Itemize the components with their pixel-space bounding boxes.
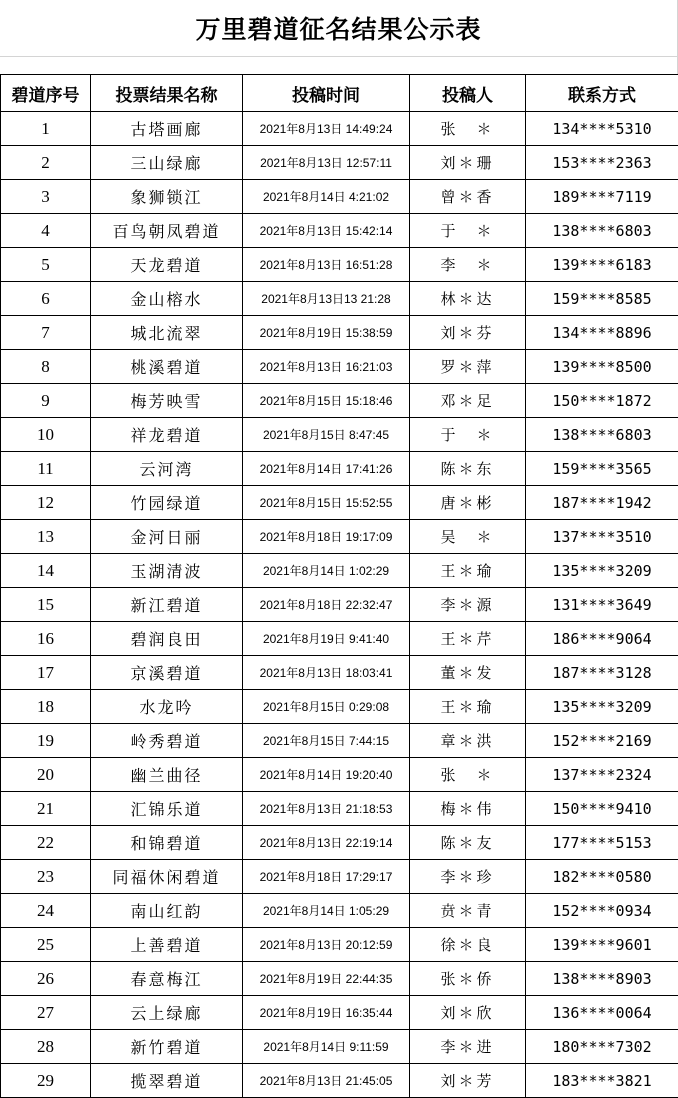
- cell-time: 2021年8月18日 22:32:47: [243, 588, 410, 622]
- cell-person: 张 ＊: [410, 112, 526, 146]
- cell-person: 张 ＊: [410, 758, 526, 792]
- cell-name: 竹园绿道: [91, 486, 243, 520]
- page-title: 万里碧道征名结果公示表: [195, 10, 481, 46]
- cell-contact: 134****8896: [526, 316, 678, 350]
- cell-time: 2021年8月13日 18:03:41: [243, 656, 410, 690]
- cell-time: 2021年8月18日 19:17:09: [243, 520, 410, 554]
- cell-sequence: 6: [1, 282, 91, 316]
- cell-person: 刘＊珊: [410, 146, 526, 180]
- cell-person: 刘＊欣: [410, 996, 526, 1030]
- table-row: [1, 554, 678, 588]
- cell-sequence: 3: [1, 180, 91, 214]
- table-row: [1, 520, 678, 554]
- cell-contact: 134****5310: [526, 112, 678, 146]
- cell-time: 2021年8月15日 15:52:55: [243, 486, 410, 520]
- table-body: [1, 112, 678, 1098]
- cell-contact: 159****8585: [526, 282, 678, 316]
- table-row: [1, 1064, 678, 1098]
- cell-sequence: 4: [1, 214, 91, 248]
- cell-name: 新竹碧道: [91, 1030, 243, 1064]
- cell-name: 岭秀碧道: [91, 724, 243, 758]
- cell-name: 金山榕水: [91, 282, 243, 316]
- cell-person: 林＊达: [410, 282, 526, 316]
- cell-sequence: 12: [1, 486, 91, 520]
- title-bar: [0, 0, 678, 57]
- cell-name: 上善碧道: [91, 928, 243, 962]
- cell-contact: 159****3565: [526, 452, 678, 486]
- cell-time: 2021年8月13日 14:49:24: [243, 112, 410, 146]
- cell-time: 2021年8月14日 1:02:29: [243, 554, 410, 588]
- cell-name: 同福休闲碧道: [91, 860, 243, 894]
- cell-contact: 187****1942: [526, 486, 678, 520]
- cell-time: 2021年8月14日 4:21:02: [243, 180, 410, 214]
- cell-sequence: 2: [1, 146, 91, 180]
- cell-sequence: 16: [1, 622, 91, 656]
- cell-person: 王＊瑜: [410, 690, 526, 724]
- table-row: [1, 758, 678, 792]
- cell-contact: 137****2324: [526, 758, 678, 792]
- cell-contact: 186****9064: [526, 622, 678, 656]
- table-row: [1, 690, 678, 724]
- cell-contact: 150****9410: [526, 792, 678, 826]
- cell-name: 三山绿廊: [91, 146, 243, 180]
- cell-contact: 135****3209: [526, 690, 678, 724]
- cell-sequence: 8: [1, 350, 91, 384]
- cell-person: 张＊侨: [410, 962, 526, 996]
- cell-person: 梅＊伟: [410, 792, 526, 826]
- cell-name: 百鸟朝凤碧道: [91, 214, 243, 248]
- cell-contact: 183****3821: [526, 1064, 678, 1098]
- cell-person: 于 ＊: [410, 214, 526, 248]
- cell-sequence: 15: [1, 588, 91, 622]
- cell-time: 2021年8月15日 8:47:45: [243, 418, 410, 452]
- cell-time: 2021年8月14日 9:11:59: [243, 1030, 410, 1064]
- cell-person: 刘＊芳: [410, 1064, 526, 1098]
- cell-person: 王＊瑜: [410, 554, 526, 588]
- cell-name: 桃溪碧道: [91, 350, 243, 384]
- cell-name: 城北流翠: [91, 316, 243, 350]
- cell-contact: 136****0064: [526, 996, 678, 1030]
- table-row: [1, 1030, 678, 1064]
- cell-contact: 131****3649: [526, 588, 678, 622]
- cell-name: 云上绿廊: [91, 996, 243, 1030]
- table-row: [1, 452, 678, 486]
- table-row: [1, 214, 678, 248]
- table-row: [1, 860, 678, 894]
- cell-contact: 138****6803: [526, 214, 678, 248]
- cell-sequence: 10: [1, 418, 91, 452]
- cell-name: 和锦碧道: [91, 826, 243, 860]
- table-row: [1, 724, 678, 758]
- cell-name: 古塔画廊: [91, 112, 243, 146]
- cell-person: 李 ＊: [410, 248, 526, 282]
- cell-sequence: 9: [1, 384, 91, 418]
- cell-time: 2021年8月15日 15:18:46: [243, 384, 410, 418]
- cell-contact: 180****7302: [526, 1030, 678, 1064]
- header-contact: 联系方式: [526, 75, 678, 112]
- cell-contact: 139****8500: [526, 350, 678, 384]
- header-person: 投稿人: [410, 75, 526, 112]
- cell-sequence: 29: [1, 1064, 91, 1098]
- table-row: [1, 146, 678, 180]
- table-row: [1, 622, 678, 656]
- cell-contact: 138****6803: [526, 418, 678, 452]
- cell-person: 于 ＊: [410, 418, 526, 452]
- cell-name: 京溪碧道: [91, 656, 243, 690]
- cell-name: 春意梅江: [91, 962, 243, 996]
- cell-name: 梅芳映雪: [91, 384, 243, 418]
- cell-person: 王＊芹: [410, 622, 526, 656]
- cell-time: 2021年8月14日 19:20:40: [243, 758, 410, 792]
- cell-sequence: 19: [1, 724, 91, 758]
- cell-sequence: 20: [1, 758, 91, 792]
- cell-time: 2021年8月13日 12:57:11: [243, 146, 410, 180]
- cell-contact: 189****7119: [526, 180, 678, 214]
- header-sequence: 碧道序号: [1, 75, 91, 112]
- cell-time: 2021年8月13日 16:21:03: [243, 350, 410, 384]
- cell-contact: 182****0580: [526, 860, 678, 894]
- cell-time: 2021年8月13日 16:51:28: [243, 248, 410, 282]
- table-row: [1, 248, 678, 282]
- cell-contact: 139****6183: [526, 248, 678, 282]
- table-row: [1, 894, 678, 928]
- cell-time: 2021年8月13日 15:42:14: [243, 214, 410, 248]
- table-row: [1, 996, 678, 1030]
- results-table: [0, 74, 678, 1098]
- table-row: [1, 656, 678, 690]
- cell-name: 云河湾: [91, 452, 243, 486]
- cell-sequence: 24: [1, 894, 91, 928]
- cell-sequence: 13: [1, 520, 91, 554]
- cell-name: 玉湖清波: [91, 554, 243, 588]
- header-row: [1, 75, 678, 112]
- cell-time: 2021年8月13日 20:12:59: [243, 928, 410, 962]
- cell-time: 2021年8月19日 16:35:44: [243, 996, 410, 1030]
- cell-person: 唐＊彬: [410, 486, 526, 520]
- table-row: [1, 588, 678, 622]
- cell-person: 李＊进: [410, 1030, 526, 1064]
- cell-name: 象狮锁江: [91, 180, 243, 214]
- cell-contact: 177****5153: [526, 826, 678, 860]
- cell-name: 祥龙碧道: [91, 418, 243, 452]
- cell-time: 2021年8月14日 1:05:29: [243, 894, 410, 928]
- cell-person: 李＊源: [410, 588, 526, 622]
- table-row: [1, 928, 678, 962]
- cell-person: 刘＊芬: [410, 316, 526, 350]
- cell-person: 陈＊东: [410, 452, 526, 486]
- cell-contact: 138****8903: [526, 962, 678, 996]
- cell-time: 2021年8月13日 21:45:05: [243, 1064, 410, 1098]
- header-time: 投稿时间: [243, 75, 410, 112]
- cell-person: 贲＊青: [410, 894, 526, 928]
- cell-person: 罗＊萍: [410, 350, 526, 384]
- cell-sequence: 25: [1, 928, 91, 962]
- cell-time: 2021年8月13日13 21:28: [243, 282, 410, 316]
- table-row: [1, 486, 678, 520]
- cell-name: 幽兰曲径: [91, 758, 243, 792]
- cell-sequence: 1: [1, 112, 91, 146]
- table-row: [1, 112, 678, 146]
- table-row: [1, 792, 678, 826]
- cell-person: 邓＊足: [410, 384, 526, 418]
- cell-name: 天龙碧道: [91, 248, 243, 282]
- cell-time: 2021年8月19日 9:41:40: [243, 622, 410, 656]
- table-row: [1, 962, 678, 996]
- cell-time: 2021年8月19日 22:44:35: [243, 962, 410, 996]
- cell-time: 2021年8月13日 21:18:53: [243, 792, 410, 826]
- table-row: [1, 316, 678, 350]
- cell-sequence: 5: [1, 248, 91, 282]
- cell-person: 李＊珍: [410, 860, 526, 894]
- cell-time: 2021年8月18日 17:29:17: [243, 860, 410, 894]
- cell-name: 金河日丽: [91, 520, 243, 554]
- cell-time: 2021年8月19日 15:38:59: [243, 316, 410, 350]
- cell-name: 新江碧道: [91, 588, 243, 622]
- cell-contact: 152****2169: [526, 724, 678, 758]
- cell-time: 2021年8月14日 17:41:26: [243, 452, 410, 486]
- cell-person: 徐＊良: [410, 928, 526, 962]
- table-row: [1, 350, 678, 384]
- cell-sequence: 26: [1, 962, 91, 996]
- cell-time: 2021年8月15日 7:44:15: [243, 724, 410, 758]
- cell-person: 吴 ＊: [410, 520, 526, 554]
- header-name: 投票结果名称: [91, 75, 243, 112]
- cell-name: 水龙吟: [91, 690, 243, 724]
- cell-time: 2021年8月15日 0:29:08: [243, 690, 410, 724]
- table-row: [1, 384, 678, 418]
- cell-sequence: 27: [1, 996, 91, 1030]
- cell-sequence: 7: [1, 316, 91, 350]
- cell-contact: 150****1872: [526, 384, 678, 418]
- cell-contact: 187****3128: [526, 656, 678, 690]
- cell-contact: 135****3209: [526, 554, 678, 588]
- cell-person: 陈＊友: [410, 826, 526, 860]
- table-row: [1, 826, 678, 860]
- cell-contact: 139****9601: [526, 928, 678, 962]
- cell-sequence: 18: [1, 690, 91, 724]
- cell-time: 2021年8月13日 22:19:14: [243, 826, 410, 860]
- cell-name: 碧润良田: [91, 622, 243, 656]
- cell-sequence: 11: [1, 452, 91, 486]
- cell-sequence: 28: [1, 1030, 91, 1064]
- cell-name: 汇锦乐道: [91, 792, 243, 826]
- cell-sequence: 22: [1, 826, 91, 860]
- spacer-row: [0, 57, 678, 74]
- cell-contact: 153****2363: [526, 146, 678, 180]
- cell-name: 揽翠碧道: [91, 1064, 243, 1098]
- cell-name: 南山红韵: [91, 894, 243, 928]
- cell-contact: 137****3510: [526, 520, 678, 554]
- table-row: [1, 418, 678, 452]
- cell-sequence: 14: [1, 554, 91, 588]
- cell-sequence: 21: [1, 792, 91, 826]
- cell-person: 章＊洪: [410, 724, 526, 758]
- cell-sequence: 17: [1, 656, 91, 690]
- cell-person: 曾＊香: [410, 180, 526, 214]
- table-row: [1, 282, 678, 316]
- cell-person: 董＊发: [410, 656, 526, 690]
- cell-contact: 152****0934: [526, 894, 678, 928]
- cell-sequence: 23: [1, 860, 91, 894]
- table-row: [1, 180, 678, 214]
